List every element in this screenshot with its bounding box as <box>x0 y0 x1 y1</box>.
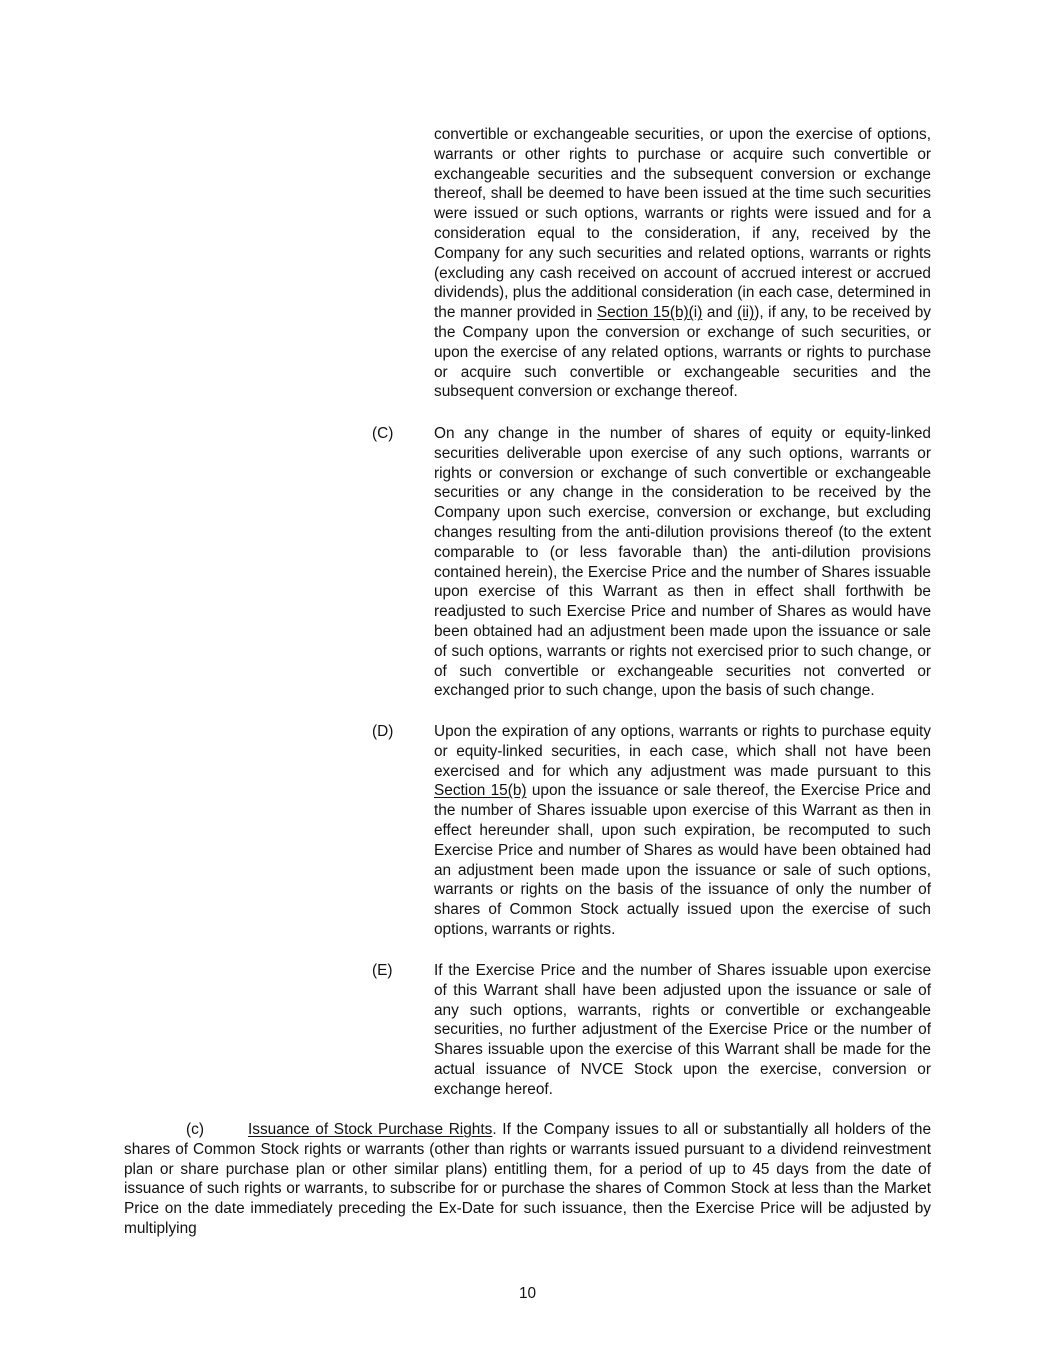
page-number: 10 <box>518 1285 537 1302</box>
paragraph-continuation-ending: ), if any, to be received by the Company upon the conversion or exchange of such securities, or upon the exercise of any related options, warrants or rights to purchase or acquire such convertible or exchangeable securities and the subsequent conversion or exchange thereof. <box>434 304 931 401</box>
item-e-text: If the Exercise Price and the number of Shares issuable upon exercise of this Warrant shall have been adjusted upon the issuance or sale of any such options, warrants, rights or convertible or exchangeable securities, no further adjustment of the Exercise Price or the number of Shares issuable upon the exercise of this Warrant shall be made for the actual issuance of NVCE Stock upon the exercise, conversion or exchange hereof. <box>434 962 931 1098</box>
section-c-text: . If the Company issues to all or substantially all holders of the shares of Common Stock rights or warrants (other than rights or warrants issued pursuant to a dividend reinvestment plan or share purchase plan or other similar plans) entitling them, for a period of up to 45 days from the date of issuance of such rights or warrants, to subscribe for or purchase the shares of Common Stock at less than the Market Price on the date immediately preceding the Ex-Date for such issuance, then the Exercise Price will be adjusted by multiplying <box>124 1121 931 1237</box>
paragraph-continuation-text: convertible or exchangeable securities, or upon the exercise of options, warrants or other rights to purchase or acquire such convertible or exchangeable securities and the subsequent conversion or exchange thereof, shall be deemed to have been issued at the time such securities were issued or such options, warrants or rights were issued and for a consideration equal to the consideration, if any, received by the Company for any such securities and related options, warrants or rights (excluding any cash received on account of accrued interest or accrued dividends), plus the additional consideration (in each case, determined in the manner provided in <box>434 126 931 322</box>
item-d-text-end: upon the issuance or sale thereof, the Exercise Price and the number of Shares issuable upon exercise of this Warrant as then in effect hereunder shall, upon such expiration, be recomputed to such Exercise Price and number of Shares as would have been obtained had an adjustment been made upon the issuance or sale of such options, warrants or rights on the basis of the issuance of only the number of shares of Common Stock actually issued upon the exercise of such options, warrants or rights. <box>434 782 931 938</box>
paragraph-continuation-conjunction: and <box>702 304 738 322</box>
item-e-label: (E) <box>372 962 393 979</box>
section-c-label: (c) <box>186 1121 204 1138</box>
item-d-text-start: Upon the expiration of any options, warrants or rights to purchase equity or equity-linked securities, in each case, which shall not have been exercised and for which any adjustment was made pursuant to this <box>434 723 931 780</box>
section-15-b-i-link[interactable]: Section 15(b)(i) <box>596 304 703 322</box>
section-c-heading: Issuance of Stock Purchase Rights <box>248 1121 493 1138</box>
section-15-b-link[interactable]: Section 15(b) <box>434 782 527 800</box>
section-ii-link[interactable]: (ii) <box>737 304 755 322</box>
section-c-paragraph <box>124 1120 931 1239</box>
paragraph-continuation <box>434 125 931 402</box>
item-d-label: (D) <box>372 723 394 740</box>
item-d-text <box>434 722 931 940</box>
item-c-label: (C) <box>372 425 394 442</box>
item-c-text: On any change in the number of shares of equity or equity-linked securities deliverable upon exercise of any such options, warrants or rights or conversion or exchange of such convertible or exchangeable securities or any change in the consideration to be received by the Company upon such exercise, conversion or exchange, but excluding changes resulting from the anti-dilution provisions thereof (to the extent comparable to (or less favorable than) the anti-dilution provisions contained herein), the Exercise Price and the number of Shares issuable upon exercise of this Warrant as then in effect shall forthwith be readjusted to such Exercise Price and number of Shares as would have been obtained had an adjustment been made upon the issuance or sale of such options, warrants or rights not exercised prior to such change, or of such convertible or exchangeable securities not converted or exchanged prior to such change, upon the basis of such change. <box>434 425 931 700</box>
